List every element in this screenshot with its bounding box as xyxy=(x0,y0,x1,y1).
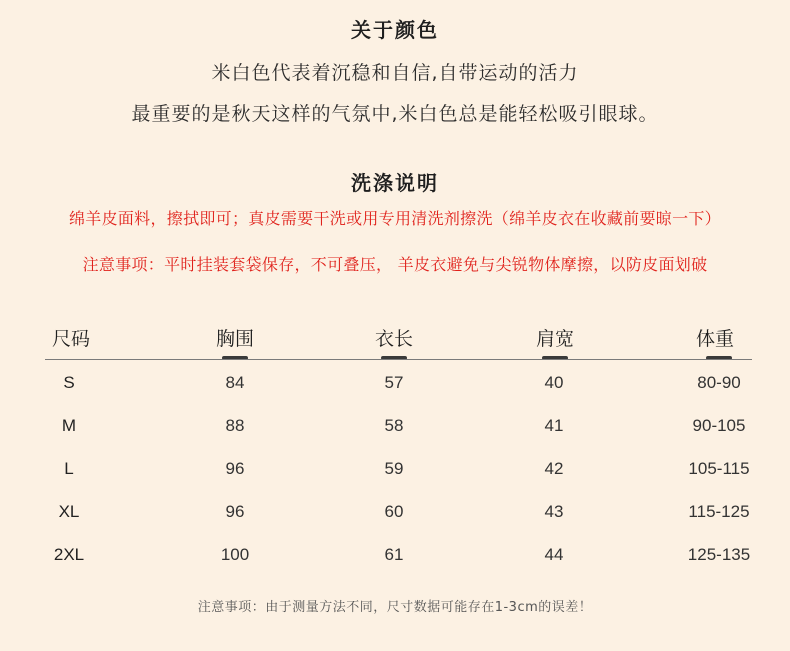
header-divider xyxy=(45,359,752,360)
cell-weight: 115-125 xyxy=(688,502,750,521)
measurement-footnote: 注意事项：由于测量方法不同，尺寸数据可能存在1-3cm的误差！ xyxy=(197,600,593,615)
cell-weight: 80-90 xyxy=(697,373,741,392)
cell-chest: 96 xyxy=(225,459,245,478)
cell-length: 58 xyxy=(384,416,404,435)
header-length: 衣长 xyxy=(375,328,414,350)
cell-size: S xyxy=(63,373,75,392)
cell-length: 61 xyxy=(384,545,404,564)
cell-shoulder: 42 xyxy=(544,459,564,478)
cell-shoulder: 40 xyxy=(544,373,564,392)
cell-length: 59 xyxy=(384,459,404,478)
cell-weight: 125-135 xyxy=(687,545,751,564)
color-description-line-2: 最重要的是秋天这样的气氛中,米白色总是能轻松吸引眼球。 xyxy=(131,103,659,125)
color-section-title: 关于颜色 xyxy=(351,18,439,42)
cell-shoulder: 43 xyxy=(544,502,564,521)
header-shoulder: 肩宽 xyxy=(536,328,575,350)
cell-size: XL xyxy=(58,502,80,521)
cell-chest: 88 xyxy=(225,416,245,435)
header-chest: 胸围 xyxy=(216,328,255,350)
color-description-line-1: 米白色代表着沉稳和自信,自带运动的活力 xyxy=(211,62,579,84)
header-weight: 体重 xyxy=(696,328,735,350)
cell-length: 60 xyxy=(384,502,404,521)
cell-size: M xyxy=(61,416,77,435)
cell-chest: 84 xyxy=(225,373,245,392)
cell-shoulder: 41 xyxy=(544,416,564,435)
cell-size: 2XL xyxy=(53,545,85,564)
header-size: 尺码 xyxy=(52,328,91,350)
cell-length: 57 xyxy=(384,373,404,392)
cell-shoulder: 44 xyxy=(544,545,564,564)
cell-size: L xyxy=(64,459,74,478)
cell-weight: 105-115 xyxy=(688,459,750,478)
cell-weight: 90-105 xyxy=(692,416,746,435)
cell-chest: 100 xyxy=(220,545,250,564)
wash-section-title: 洗涤说明 xyxy=(351,171,439,195)
cell-chest: 96 xyxy=(225,502,245,521)
wash-instruction-line: 绵羊皮面料，擦拭即可；真皮需要干洗或用专用清洗剂擦洗（绵羊皮衣在收藏前要晾一下） xyxy=(68,209,721,228)
wash-caution-line: 注意事项：平时挂装套袋保存，不可叠压， 羊皮衣避免与尖锐物体摩擦，以防皮面划破 xyxy=(82,255,708,274)
